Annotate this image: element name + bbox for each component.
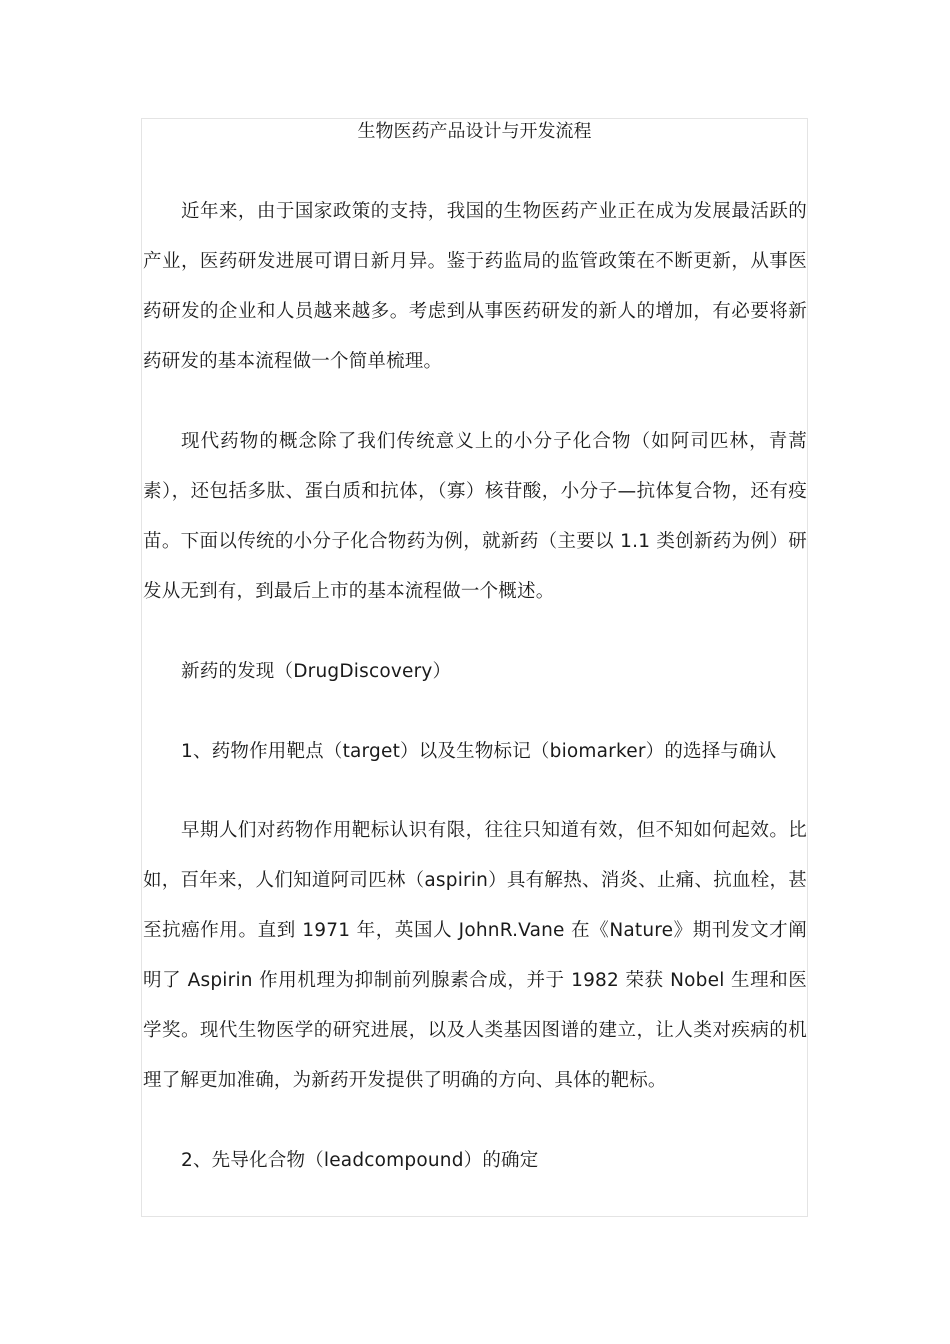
drug-concept-paragraph: 现代药物的概念除了我们传统意义上的小分子化合物（如阿司匹林，青蒿素），还包括多肽、蛋白质和抗体，（寡）核苷酸，小分子—抗体复合物，还有疫苗。下面以传统的小分子化合物药为例，就新药（主要以 1.1 类创新药为例）研发从无到有，到最后上市的基本流程做一个概述。 [143, 431, 807, 602]
section-heading-drug-discovery: 新药的发现（DrugDiscovery） [181, 661, 452, 682]
document-title: 生物医药产品设计与开发流程 [357, 121, 592, 142]
target-history-paragraph: 早期人们对药物作用靶标认识有限，往往只知道有效，但不知如何起效。比如，百年来，人们知道阿司匹林（aspirin）具有解热、消炎、止痛、抗血栓，甚至抗癌作用。直到 1971 年，英国人 JohnR.Vane 在《Nature》期刊发文才阐明了 Aspirin 作用机理为抑制前列腺素合成，并于 1982 荣获 Nobel 生理和医学奖。现代生物医学的研究进展，以及人类基因图谱的建立，让人类对疾病的机理了解更加准确，为新药开发提供了明确的方向、具体的靶标。 [143, 820, 807, 1091]
subsection-heading-lead-compound: 2、先导化合物（leadcompound）的确定 [181, 1150, 539, 1171]
subsection-heading-target: 1、药物作用靶点（target）以及生物标记（biomarker）的选择与确认 [181, 741, 777, 762]
intro-paragraph: 近年来，由于国家政策的支持，我国的生物医药产业正在成为发展最活跃的产业，医药研发进展可谓日新月异。鉴于药监局的监管政策在不断更新，从事医药研发的企业和人员越来越多。考虑到从事医药研发的新人的增加，有必要将新药研发的基本流程做一个简单梳理。 [143, 201, 807, 372]
